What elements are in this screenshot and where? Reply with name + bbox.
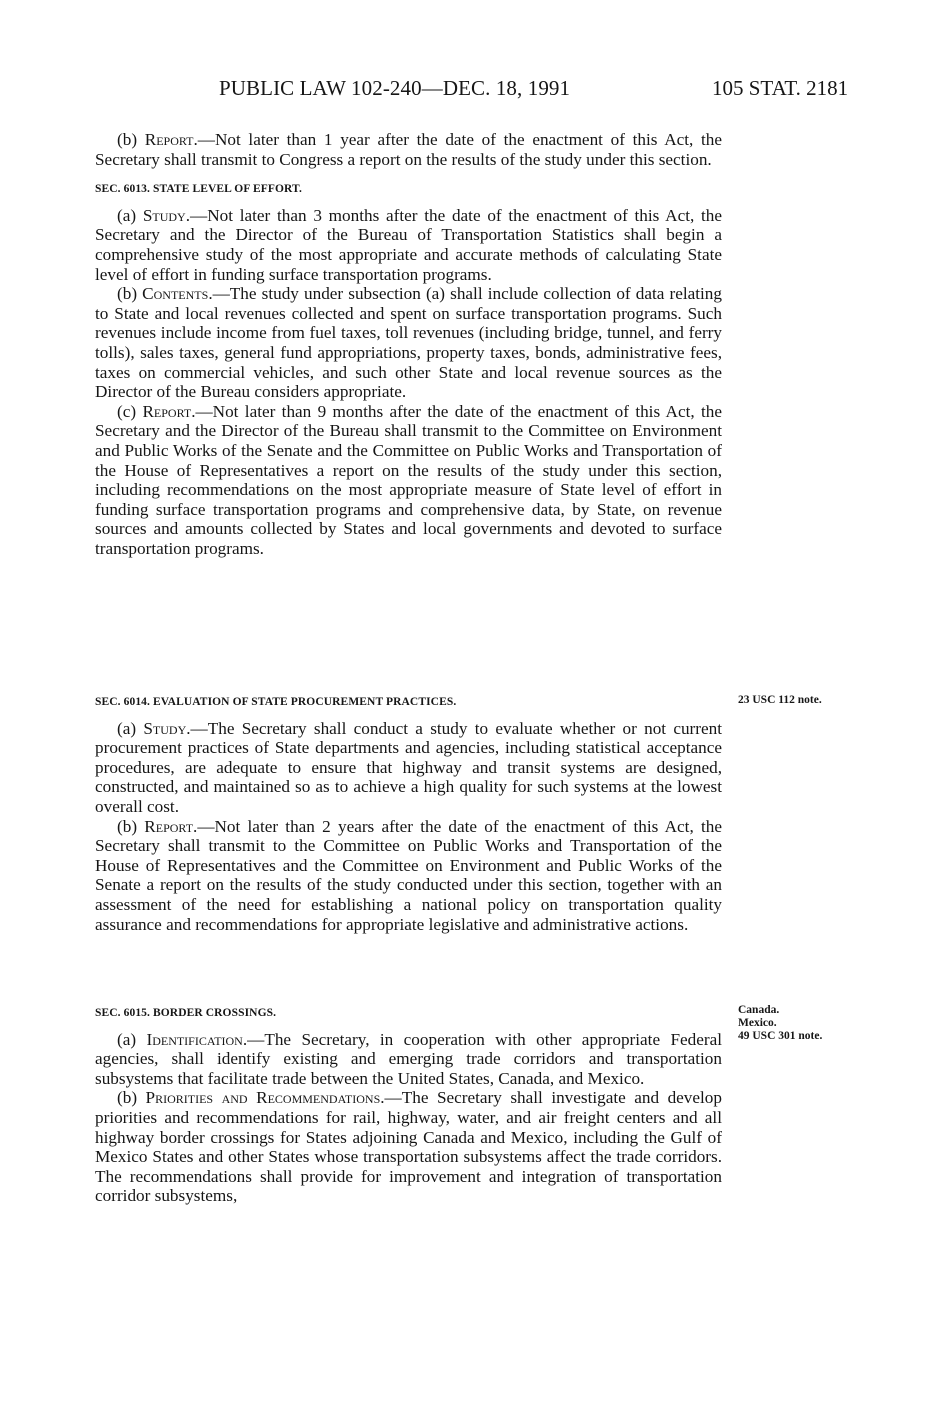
subsection-heading: Identification [146, 1029, 243, 1049]
header-stat-citation: 105 STAT. 2181 [712, 76, 849, 100]
subsection-6014-a [95, 719, 722, 817]
subsection-text: .—Not later than 2 years after the date of the enactment of this Act, the Secretary shall transmit to the Committee on Public Works and Transportation of the House of Representatives and the Committee on Environment and Public Works of the Senate a report on the results of the study conducted under this section, together with an assessment of the need for establishing a national policy on transportation quality assurance and recommendations for appropriate legislative and administrative actions. [95, 816, 722, 934]
margin-note-mexico: Mexico. [738, 1017, 777, 1029]
subsection-heading: Report [144, 816, 194, 836]
margin-note-6014: 23 USC 112 note. [738, 694, 822, 706]
subsection-6015-b [95, 1088, 722, 1206]
subsection-heading: Study [142, 205, 186, 225]
subsection-label: (b) [117, 1088, 146, 1108]
text-block-6015 [95, 1004, 722, 1206]
subsection-text: .—The Secretary shall conduct a study to evaluate whether or not current procurement practices of State departments and agencies, including statistical acceptance procedures, are adequate to ensure that highway and transit systems are designed, constructed, and maintained so as to achieve a high quality for such systems at the lowest overall cost. [95, 718, 723, 816]
text-block-6012-6013 [95, 130, 722, 558]
subsection-text: .—Not later than 3 months after the date of the enactment of this Act, the Secretary and the Director of the Bureau of Transportation Statistics shall begin a comprehensive study of the most appropriate and accurate methods of calculating State level of effort in funding surface transportation programs. [95, 205, 723, 284]
subsection-label: (b) [117, 284, 143, 304]
section-6014-title: SEC. 6014. EVALUATION OF STATE PROCUREMENT PRACTICES. [95, 696, 457, 708]
subsection-text: .—The Secretary shall investigate and develop priorities and recommendations for rail, highway, water, and air freight centers and all highway border crossings for States adjoining Canada and Mexico, including the Gulf of Mexico States and other States whose transportation subsystems affect the trade corridors. The recommendations shall provide for improvement and integration of transportation corridor subsystems, [95, 1088, 722, 1206]
subsection-text: .—The study under subsection (a) shall include collection of data relating to State and local revenues collected and spent on surface transportation programs. Such revenues include income from fuel taxes, toll revenues (including bridge, tunnel, and ferry tolls), sales taxes, general fund appropriations, property taxes, bonds, administrative fees, taxes on commercial vehicles, and such other State and local revenue sources as the Director of the Bureau considers appropriate. [95, 284, 722, 402]
subsection-label: (a) [117, 718, 144, 738]
subsection-6013-a [95, 206, 722, 284]
subsection-text: .—Not later than 1 year after the date of the enactment of this Act, the Secretary shall transmit to Congress a report on the results of the study under this section. [95, 130, 722, 169]
subsection-6015-a [95, 1030, 722, 1089]
subsection-text: .—The Secretary, in cooperation with other appropriate Federal agencies, shall identify existing and emerging trade corridors and transportation subsystems that facilitate trade between the United States, Canada, and Mexico. [95, 1029, 722, 1088]
subsection-heading: Report [144, 130, 194, 149]
subsection-label: (b) [117, 816, 145, 836]
subsection-label: (a) [117, 205, 143, 225]
subsection-heading: Report [142, 401, 192, 421]
subsection-6014-b [95, 817, 722, 935]
subsection-6012-b [95, 130, 722, 169]
subsection-heading: Contents [142, 284, 209, 304]
subsection-heading: Study [143, 718, 187, 738]
subsection-heading: Priorities and Recommendations [145, 1088, 381, 1108]
subsection-text: .—Not later than 9 months after the date of the enactment of this Act, the Secretary and the Director of the Bureau shall transmit to the Committee on Environment and Public Works of the Senate and the Committee on Public Works and Transportation of the House of Representatives a report on the results of the study under this section, including recommendations on the most appropriate measure of State level of effort in funding surface transportation programs and comprehensive data, by State, on revenue sources and amounts collected by States and local governments and devoted to surface transportation programs. [95, 401, 723, 558]
margin-notes-6015 [738, 1004, 822, 1043]
subsection-label: (a) [117, 1029, 147, 1049]
section-6013-title: SEC. 6013. STATE LEVEL OF EFFORT. [95, 183, 302, 196]
section-6015-title: SEC. 6015. BORDER CROSSINGS. [95, 1007, 277, 1019]
subsection-6013-b [95, 284, 722, 402]
margin-note-canada: Canada. [738, 1004, 780, 1016]
header-title: PUBLIC LAW 102-240—DEC. 18, 1991 [219, 76, 571, 100]
page-header [0, 76, 939, 106]
subsection-label: (c) [117, 401, 143, 421]
subsection-6013-c [95, 402, 722, 559]
margin-note-usc: 49 USC 301 note. [738, 1030, 823, 1042]
text-block-6014 [95, 693, 722, 934]
subsection-label: (b) [117, 130, 145, 149]
